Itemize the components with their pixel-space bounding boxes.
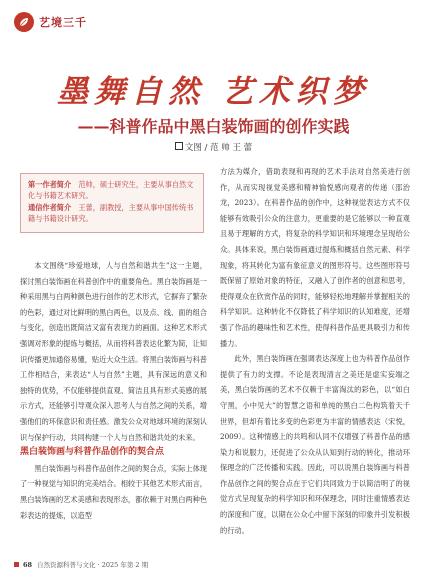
author-info-text: 范帅，硕士研究生，主要从事自然文化与书籍艺术研究。: [28, 180, 194, 200]
body-paragraph: 黑白装饰画与科普作品创作之间的契合点，实际上体现了一种视觉与知识的完美结合。相较于其他艺术形式而言，黑白装饰画的艺术美感和表现形态，都依赖于对黑白两种色彩表达的提炼，以造型: [20, 463, 207, 520]
body-paragraph: 本文围绕“珍爱地球，人与自然和谐共生”这一主题，探讨黑白装饰画在科普创作中的重要角色。黑白装饰画是一种采用黑与白两种颜色进行创作的艺术形式，它摒弃了繁杂的色彩，通过对比鲜明的黑白两色，以及点、线、面的组合与变化，创造出既简洁又富有表现力的画面。这种艺术形式强调对形象的提炼与概括，从而将科普表达化繁为简，让知识传播更加通俗易懂，贴近大众生活。将黑白装饰画与科普工作相结合，来表达“人与自然”主题，具有深远的意义和独特的优势，不仅能够提供直观、简洁且具有形式美感的展示方式，还能够引导观众深入思考人与自然之间的关系，增强他们的环保意识和责任感。激发公众对地球环境的深刻认识与保护行动，共同构建一个人与自然和谐共处的未来。: [20, 261, 207, 442]
body-paragraph: 方法为媒介，借助表现和再现的艺术手法对自然美进行创作，从而实现视觉美感和精神愉悦感向观者的传递（邵治龙，2023）。在科普作品的创作中，这种视觉表达方式不仅能够有效吸引公众的注意力，更重要的是它能够以一种直观且易于理解的方式，将复杂的科学知识和环境理念呈现给公众。具体来说，黑白装饰画通过提炼和概括自然元素、科学现象，将其转化为富有象征意义的图形符号。这些图形符号既保留了原始对象的特征，又融入了创作者的创意和思考，使得观众在欣赏作品的同时，能够轻松地理解并掌握相关的科学知识。这种转化不仅降低了科学知识的认知难度，还增强了作品的趣味性和艺术性，使得科普作品更具吸引力和传播力。: [220, 167, 410, 348]
body-paragraph: 此外，黑白装饰画在强调表达深度上也为科普作品创作提供了有力的支撑。不论是表现清言之美还是虚实妄端之美，黑白装饰画的艺术不仅赖于丰富淘汰的彩色，以“如白守黑，小中见大”的智慧之语和单纯的黑白二色构筑着天千世界，但却有着比多变的色彩更为丰富的情感表达（宋悦，2009）。这种情感上的共鸣和认同不仅增强了科普作品的感染力和说服力，还促进了公众从认知到行动的转化，推动环保理念的广泛传播和实践。因此，可以说黑白装饰画与科普作品创作之间的契合点在于它们共同致力于以简洁明了的视觉方式呈现复杂的科学知识和环保理念，同时注重情感表达的深度和广度，以期在公众心中留下深刻的印象并引发积极的行动。: [220, 354, 410, 535]
byline-text: 文图 / 范 帅 王 蕾: [184, 143, 253, 153]
byline: [0, 141, 427, 153]
author-info-label: 通信作者简介: [28, 203, 72, 212]
section-tag: [14, 12, 87, 32]
footer-mark-icon: [14, 562, 19, 567]
left-column: [20, 258, 207, 558]
author-info-label: 第一作者简介: [28, 180, 72, 189]
section-tag-label: 艺境三千: [39, 16, 87, 29]
square-icon: [175, 142, 183, 150]
leaf-icon: [14, 12, 34, 32]
journal-name: 自然资源科普与文化 · 2025 年第 2 期: [37, 561, 149, 569]
author-info-corresponding: [28, 202, 196, 224]
section-heading: 黑白装饰画与科普作品创作的契合点: [20, 447, 165, 458]
article-subtitle: ——科普作品中黑白装饰画的创作实践: [77, 117, 350, 136]
page-number: 68: [23, 560, 33, 569]
author-info-text: 王蕾，副教授，主要从事中国传统书籍与书籍设计研究。: [28, 203, 194, 223]
page-footer: [14, 560, 148, 569]
article-title: 墨舞自然 艺术织梦: [57, 74, 370, 110]
author-info-box: [20, 173, 204, 233]
author-info-first: [28, 179, 196, 201]
right-column: [220, 164, 410, 556]
